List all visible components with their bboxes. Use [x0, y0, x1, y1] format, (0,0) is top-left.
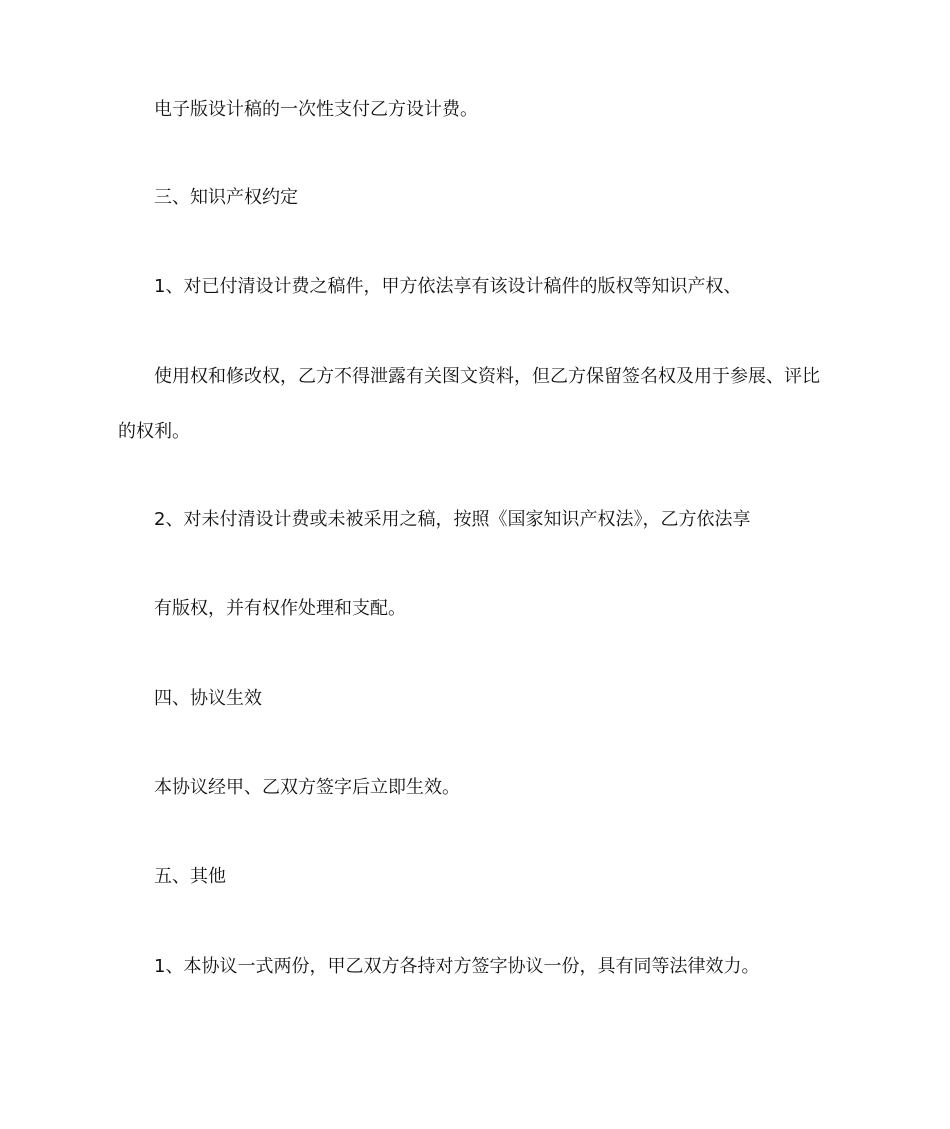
section-heading-effect: 四、协议生效: [154, 688, 262, 709]
clause-other-1: 1、本协议一式两份，甲乙双方各持对方签字协议一份，具有同等法律效力。: [154, 956, 760, 977]
paragraph-payment-line: 电子版设计稿的一次性支付乙方设计费。: [154, 99, 478, 120]
section-heading-ip: 三、知识产权约定: [154, 187, 298, 208]
clause-ip-1-line-3: 的权利。: [118, 421, 190, 442]
clause-ip-2-line-1: 2、对未付清设计费或未被采用之稿，按照《国家知识产权法》，乙方依法享: [154, 509, 751, 530]
paragraph-effect: 本协议经甲、乙双方签字后立即生效。: [154, 777, 460, 798]
clause-ip-2-line-2: 有版权，并有权作处理和支配。: [154, 598, 406, 619]
clause-ip-1-line-2: 使用权和修改权，乙方不得泄露有关图文资料，但乙方保留签名权及用于参展、评比: [154, 366, 820, 387]
clause-ip-1-line-1: 1、对已付清设计费之稿件，甲方依法享有该设计稿件的版权等知识产权、: [154, 276, 742, 297]
section-heading-other: 五、其他: [154, 866, 226, 887]
